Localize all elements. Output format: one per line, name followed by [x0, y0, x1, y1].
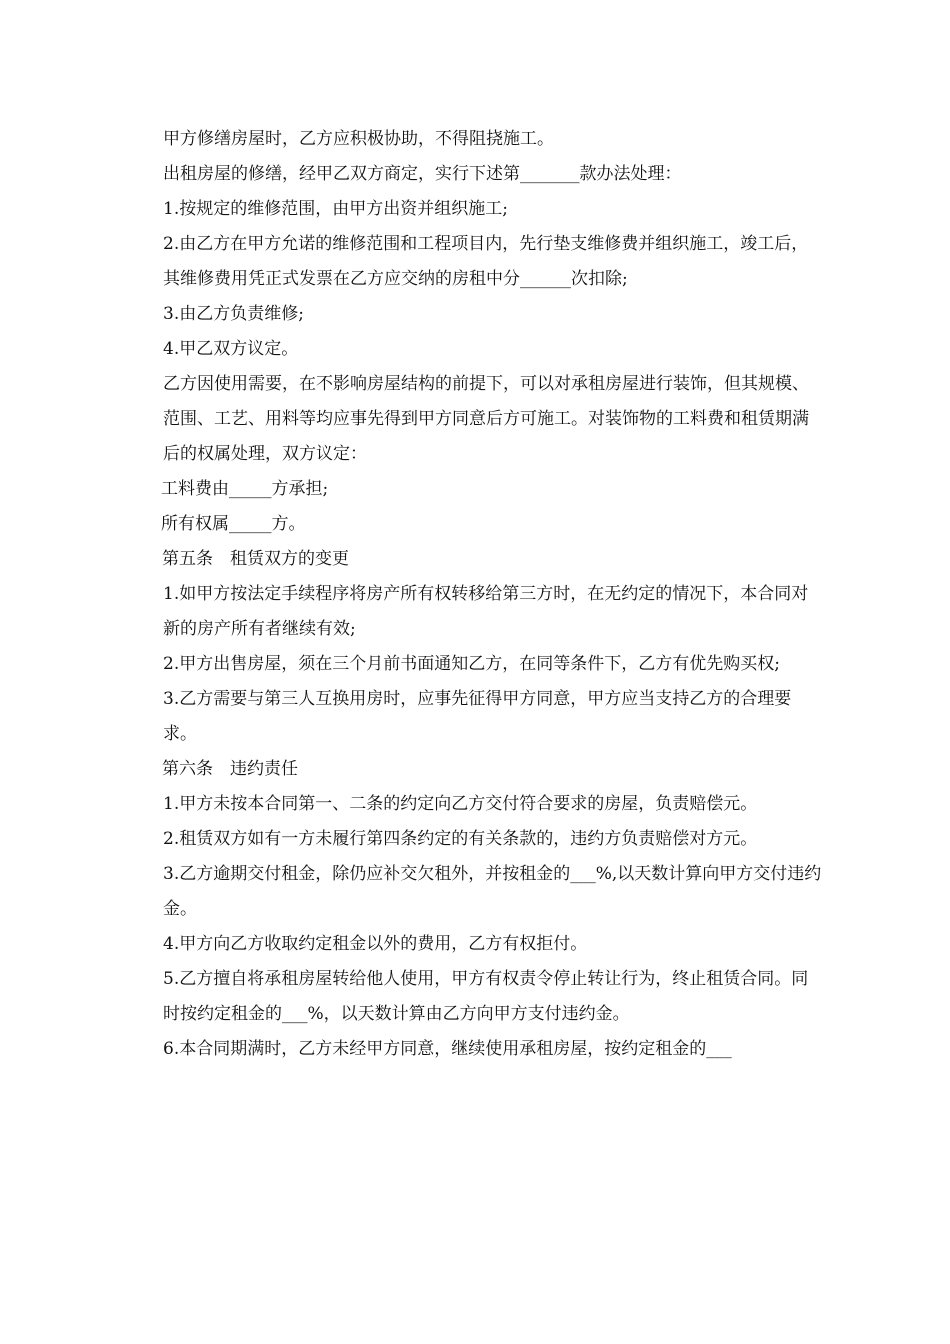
- article-6-item-2: 2.租赁双方如有一方未履行第四条约定的有关条款的，违约方负责赔偿对方元。: [163, 829, 758, 849]
- repair-option-1: 1.按规定的维修范围，由甲方出资并组织施工;: [163, 199, 508, 219]
- paragraph-ownership: 所有权属_____方。: [161, 514, 306, 534]
- article-6-item-3: 3.乙方逾期交付租金，除仍应补交欠租外，并按租金的___%,以天数计算向甲方交付违约金。: [163, 864, 822, 919]
- document-body: [145, 122, 825, 1067]
- repair-option-3: 3.由乙方负责维修;: [163, 304, 304, 324]
- repair-option-4: 4.甲乙双方议定。: [163, 339, 299, 359]
- section-heading-article-5: 第五条 租赁双方的变更: [162, 549, 349, 569]
- article-6-item-5: 5.乙方擅自将承租房屋转给他人使用，甲方有权责令停止转让行为，终止租赁合同。同时按约定租金的___%，以天数计算由乙方向甲方支付违约金。: [163, 969, 809, 1024]
- paragraph-material-cost: 工料费由_____方承担;: [161, 479, 329, 499]
- repair-option-2: 2.由乙方在甲方允诺的维修范围和工程项目内，先行垫支维修费并组织施工，竣工后，其维修费用凭正式发票在乙方应交纳的房租中分______次扣除;: [163, 234, 809, 289]
- article-5-item-3: 3.乙方需要与第三人互换用房时，应事先征得甲方同意，甲方应当支持乙方的合理要求。: [163, 689, 792, 744]
- article-5-item-2: 2.甲方出售房屋，须在三个月前书面通知乙方，在同等条件下，乙方有优先购买权;: [163, 654, 780, 674]
- section-heading-article-6: 第六条 违约责任: [162, 759, 298, 779]
- article-6-item-6: 6.本合同期满时，乙方未经甲方同意，继续使用承租房屋，按约定租金的___: [163, 1039, 732, 1059]
- paragraph-decoration: 乙方因使用需要，在不影响房屋结构的前提下，可以对承租房屋进行装饰，但其规模、范围、工艺、用料等均应事先得到甲方同意后方可施工。对装饰物的工料费和租赁期满后的权属处理，双方议定：: [163, 374, 809, 464]
- paragraph-repair-cooperation: 甲方修缮房屋时，乙方应积极协助，不得阻挠施工。: [163, 129, 554, 149]
- article-6-item-4: 4.甲方向乙方收取约定租金以外的费用，乙方有权拒付。: [163, 934, 588, 954]
- article-5-item-1: 1.如甲方按法定手续程序将房产所有权转移给第三方时，在无约定的情况下，本合同对新的房产所有者继续有效;: [163, 584, 809, 639]
- paragraph-repair-method: 出租房屋的修缮，经甲乙双方商定，实行下述第_______款办法处理：: [163, 164, 682, 184]
- article-6-item-1: 1.甲方未按本合同第一、二条的约定向乙方交付符合要求的房屋，负责赔偿元。: [163, 794, 758, 814]
